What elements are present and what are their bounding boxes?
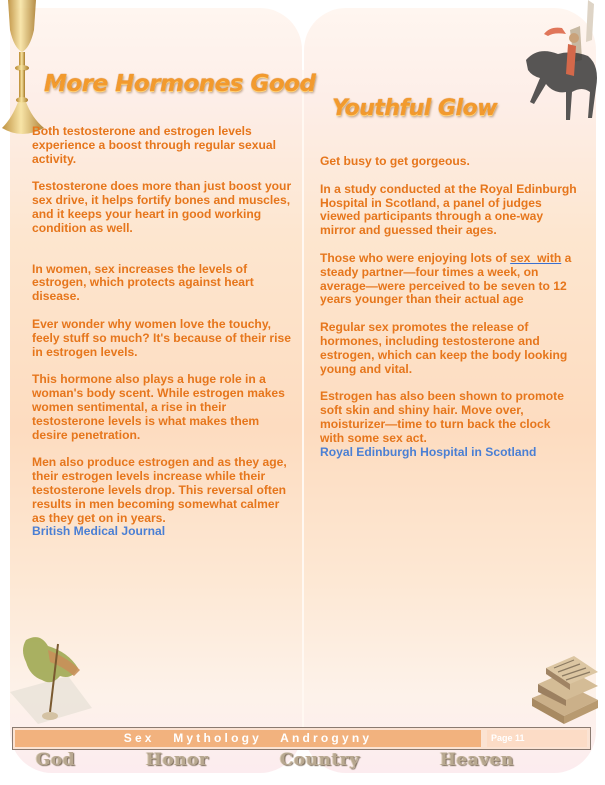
underlined-phrase: sex with (510, 250, 562, 265)
motto-word: Heaven (440, 750, 514, 770)
left-source-link[interactable]: British Medical Journal (32, 524, 166, 539)
right-heading: Youthful Glow (332, 96, 498, 121)
right-paragraph: Get busy to get gorgeous. (320, 154, 470, 168)
right-column-text (320, 155, 578, 459)
left-paragraph: Testosterone does more than just boost your sex drive, it helps fortify bones and muscles, and it keeps your heart in good working condition as well. (32, 179, 292, 235)
right-paragraph (320, 252, 578, 307)
right-paragraph: In a study conducted at the Royal Edinburgh Hospital in Scotland, a panel of judges viewed participants through a one-way mirror and guessed their ages. (320, 181, 577, 238)
right-paragraph-part: Those who were enjoying lots of (320, 250, 511, 265)
footer-title: Sex Mythology Androgyny (15, 730, 481, 747)
right-source-link[interactable]: Royal Edinburgh Hospital in Scotland (320, 444, 537, 459)
golden-chalice-icon (0, 0, 52, 140)
warrior-on-horse-icon (510, 0, 605, 130)
column-divider (302, 70, 304, 730)
motto-word: Country (280, 750, 360, 770)
stacked-tablets-icon (528, 654, 602, 726)
left-paragraph: In women, sex increases the levels of estrogen, which protects against heart disease. (32, 261, 254, 304)
left-column-text (32, 125, 294, 539)
right-paragraph: Estrogen has also been shown to promote soft skin and shiny hair. Move over, moisturizer—time to turn back the clock with some sex act. (320, 389, 564, 445)
hand-writing-quill-icon (8, 632, 93, 724)
left-paragraph: This hormone also plays a huge role in a woman's body scent. While estrogen makes women sentimental, a rise in their testosterone levels is what makes them desire penetration. (32, 372, 285, 442)
footer-bar (12, 727, 591, 750)
right-paragraph-part: a steady partner—four times a week, on average—were perceived to be seven to 12 years younger than their actual age (320, 250, 572, 307)
motto-word: God (36, 750, 76, 770)
left-paragraph: Men also produce estrogen and as they age, their estrogen levels increase while their testosterone levels drop. This reversal often results in men becoming somewhat calmer as they get on in years. (32, 455, 287, 525)
left-paragraph: Ever wonder why women love the touchy, feely stuff so much? It's because of their rise in estrogen levels. (32, 316, 291, 359)
right-paragraph: Regular sex promotes the release of hormones, including testosterone and estrogen, which can keep the body looking young and vital. (320, 320, 568, 376)
motto-word: Honor (146, 750, 209, 770)
left-paragraph: Both testosterone and estrogen levels experience a boost through regular sexual activity. (32, 124, 276, 166)
page-number: Page 11 (487, 730, 587, 747)
left-heading: More Hormones Good (44, 71, 316, 97)
